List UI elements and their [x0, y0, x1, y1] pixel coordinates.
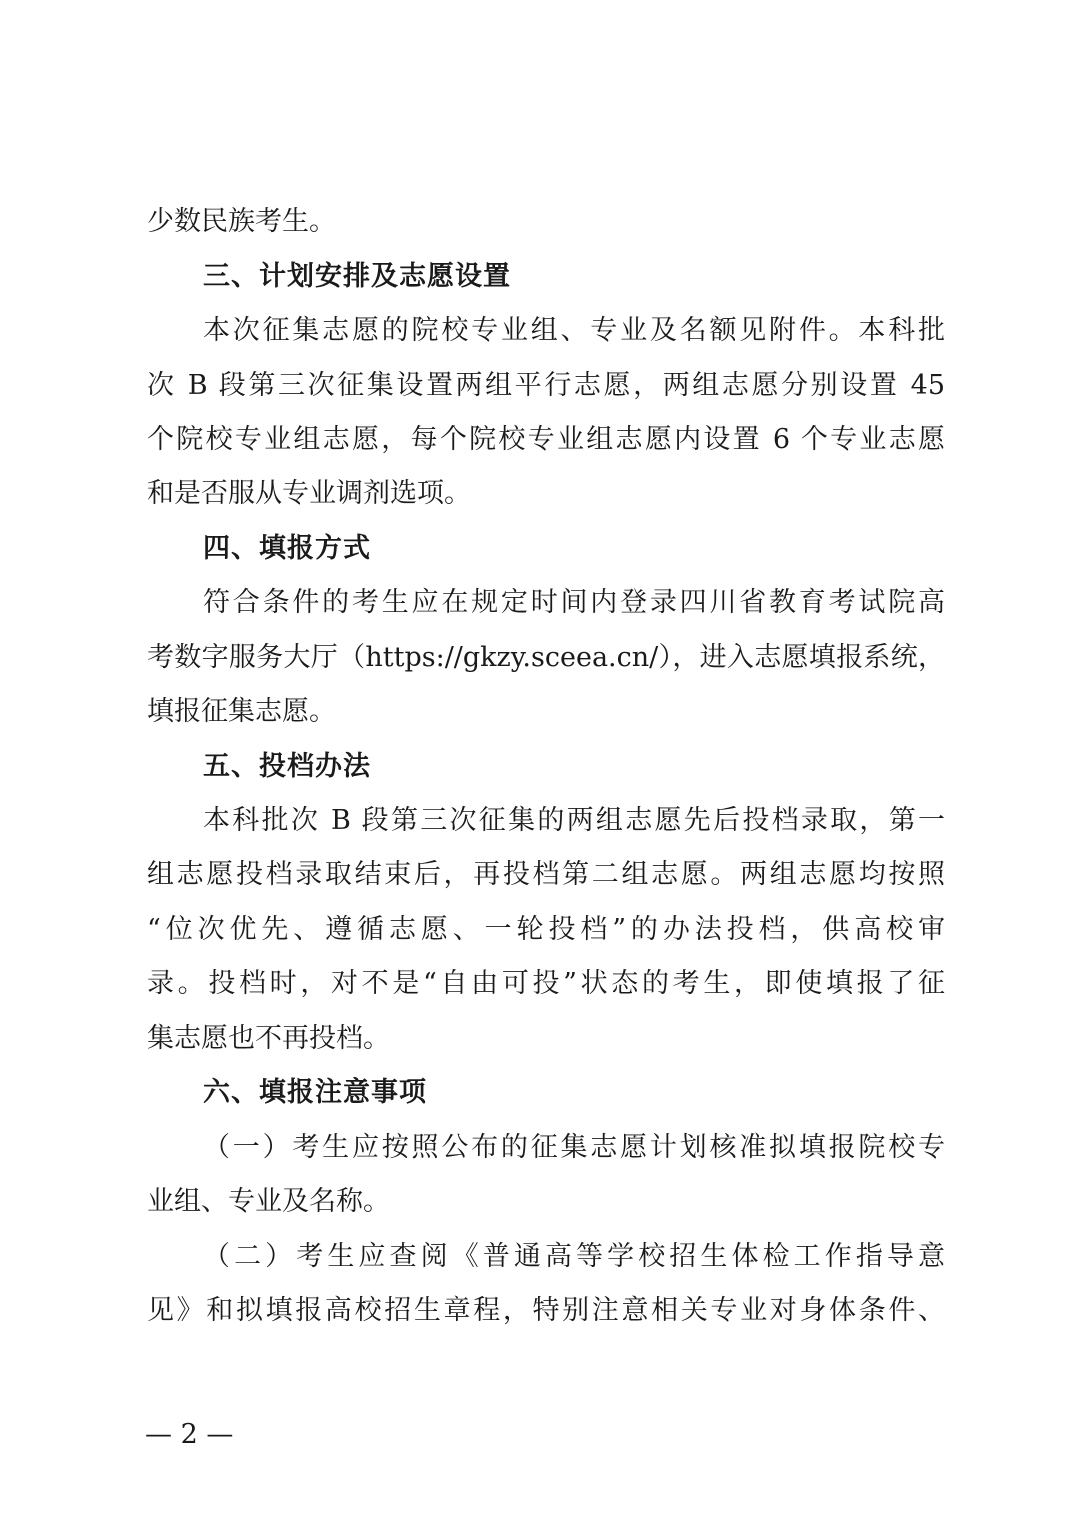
paragraph-line: 本科批次 B 段第三次征集的两组志愿先后投档录取，第一: [203, 805, 945, 836]
paragraph-line: 次 B 段第三次征集设置两组平行志愿，两组志愿分别设置 45: [147, 370, 945, 401]
paragraph-line: 符合条件的考生应在规定时间内登录四川省教育考试院高: [203, 587, 945, 618]
paragraph-line: “位次优先、遵循志愿、一轮投档”的办法投档，供高校审: [147, 914, 945, 945]
paragraph-line: 考数字服务大厅（https://gkzy.sceea.cn/），进入志愿填报系统，: [147, 642, 945, 673]
section-heading-filing: 五、投档办法: [203, 751, 371, 782]
paragraph-line: 和是否服从专业调剂选项。: [147, 478, 471, 509]
paragraph-line: 见》和拟填报高校招生章程，特别注意相关专业对身体条件、: [147, 1295, 945, 1326]
paragraph-line: 填报征集志愿。: [147, 696, 336, 727]
section-heading-notes: 六、填报注意事项: [203, 1077, 427, 1108]
paragraph-line: 录。投档时，对不是“自由可投”状态的考生，即使填报了征: [147, 968, 945, 999]
paragraph-line: （一）考生应按照公布的征集志愿计划核准拟填报院校专: [203, 1132, 945, 1163]
section-heading-method: 四、填报方式: [203, 533, 371, 564]
paragraph-line: 组志愿投档录取结束后，再投档第二组志愿。两组志愿均按照: [147, 859, 945, 890]
paragraph-line: 个院校专业组志愿，每个院校专业组志愿内设置 6 个专业志愿: [147, 424, 945, 455]
paragraph-line: 本次征集志愿的院校专业组、专业及名额见附件。本科批: [203, 315, 945, 346]
page-number: — 2 —: [145, 1419, 234, 1450]
paragraph-line: 业组、专业及名称。: [147, 1186, 390, 1217]
section-heading-plan: 三、计划安排及志愿设置: [203, 261, 511, 292]
paragraph-line: 少数民族考生。: [147, 206, 336, 237]
paragraph-line: 集志愿也不再投档。: [147, 1023, 390, 1054]
paragraph-line: （二）考生应查阅《普通高等学校招生体检工作指导意: [203, 1241, 945, 1272]
